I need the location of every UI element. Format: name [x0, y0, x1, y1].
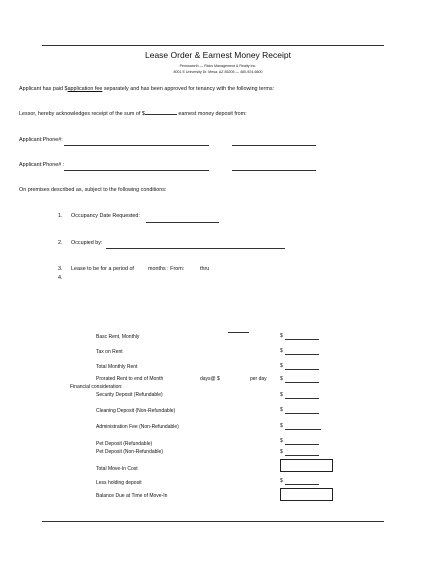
fin-field-security[interactable]	[285, 398, 319, 399]
applicant-2-phone-field[interactable]	[232, 170, 316, 171]
address-line: 8001 E University Dr. Mesa, AZ 85205 — 480-924-6600	[173, 70, 263, 74]
fin-label-security: Security Deposit (Refundable)	[96, 392, 163, 398]
application-fee-paragraph	[19, 86, 274, 92]
fin-label-cleaning: Cleaning Deposit (Non-Refundable)	[96, 408, 176, 414]
balance-due-label: Balance Due at Time of Move-In	[96, 493, 168, 499]
fin-dollar-admin: $	[280, 423, 283, 429]
total-movein-box[interactable]	[280, 459, 333, 472]
total-movein-label: Total Move-In Cost	[96, 466, 138, 472]
premises-text: On premises described as, subject to the following conditions:	[19, 187, 167, 193]
fin-label-pet-nonrefundable: Pet Deposit (Non-Refundable)	[96, 449, 163, 455]
financial-consideration-label: Financial consideration:	[70, 384, 123, 390]
fin-label-pet-refundable: Pet Deposit (Refundable)	[96, 441, 153, 447]
fin-dollar-basic-rent: $	[280, 333, 283, 339]
fin-field-pet-nonrefundable[interactable]	[285, 455, 319, 456]
column-rule	[228, 332, 249, 333]
para1-fee: application fee	[67, 86, 103, 92]
top-rule	[42, 45, 384, 46]
fin-dollar-pet-nonrefundable: $	[280, 449, 283, 455]
para2-post: earnest money deposit from:	[176, 111, 247, 117]
fin-label-tax: Tax on Rent	[96, 349, 123, 355]
condition-2-number: 2.	[58, 240, 63, 246]
balance-due-box[interactable]	[280, 488, 333, 501]
fin-prorated-days: days@ $	[200, 376, 220, 382]
fin-field-total-monthly[interactable]	[285, 369, 319, 370]
para1-pre: Applicant has paid $	[19, 86, 68, 92]
company-line: Pennsworth — Ricks Management & Realty Inc.	[179, 64, 257, 68]
fin-dollar-prorated: $	[280, 376, 283, 382]
applicant-1-name-field[interactable]	[64, 145, 209, 146]
fin-field-cleaning[interactable]	[285, 413, 319, 414]
condition-2-label: Occupied by:	[71, 240, 103, 246]
fin-label-admin: Administration Fee (Non-Refundable)	[96, 424, 179, 430]
fin-field-admin[interactable]	[285, 429, 321, 430]
condition-3-thru: thru	[200, 266, 210, 272]
page-title: Lease Order & Earnest Money Receipt	[145, 50, 291, 60]
fin-label-total-monthly: Total Monthly Rent	[96, 364, 138, 370]
fin-dollar-pet-refundable: $	[280, 438, 283, 444]
fin-dollar-cleaning: $	[280, 407, 283, 413]
fin-dollar-tax: $	[280, 348, 283, 354]
fin-prorated-perday: per day	[250, 376, 267, 382]
fin-label-prorated: Prorated Rent to end of Month	[96, 376, 164, 382]
less-holding-label: Less holding deposit	[96, 480, 142, 486]
occupied-by-field[interactable]	[106, 248, 285, 249]
fin-field-prorated[interactable]	[285, 382, 319, 383]
applicant-2-name-field[interactable]	[64, 170, 209, 171]
fin-dollar-security: $	[280, 392, 283, 398]
fin-field-tax[interactable]	[285, 354, 319, 355]
less-holding-dollar: $	[280, 478, 283, 484]
condition-1-label: Occupancy Date Requested:	[71, 213, 140, 219]
condition-3-label: Lease to be for a period of	[71, 266, 134, 272]
fin-field-basic-rent[interactable]	[285, 339, 319, 340]
occupancy-date-field[interactable]	[146, 222, 219, 223]
applicant-2-label: Applicant:Phone# :	[19, 162, 65, 168]
condition-4-number: 4.	[58, 275, 63, 281]
applicant-1-label: Applicant:Phone#:	[19, 137, 63, 143]
earnest-paragraph	[19, 111, 247, 117]
condition-3-months: months : From:	[148, 266, 185, 272]
fin-dollar-total-monthly: $	[280, 363, 283, 369]
condition-1-number: 1.	[58, 213, 63, 219]
bottom-rule	[42, 521, 384, 522]
para2-pre: Lessor, hereby acknowledges receipt of the sum of $	[19, 111, 145, 117]
para1-post: separately and has been approved for tenancy with the following terms:	[102, 86, 275, 92]
condition-3-number: 3.	[58, 266, 63, 272]
applicant-1-phone-field[interactable]	[232, 145, 316, 146]
fin-field-pet-refundable[interactable]	[285, 444, 319, 445]
less-holding-field[interactable]	[285, 484, 319, 485]
earnest-amount-blank[interactable]	[145, 114, 177, 115]
fin-label-basic-rent: Basc Rent, Monthly	[96, 334, 140, 340]
